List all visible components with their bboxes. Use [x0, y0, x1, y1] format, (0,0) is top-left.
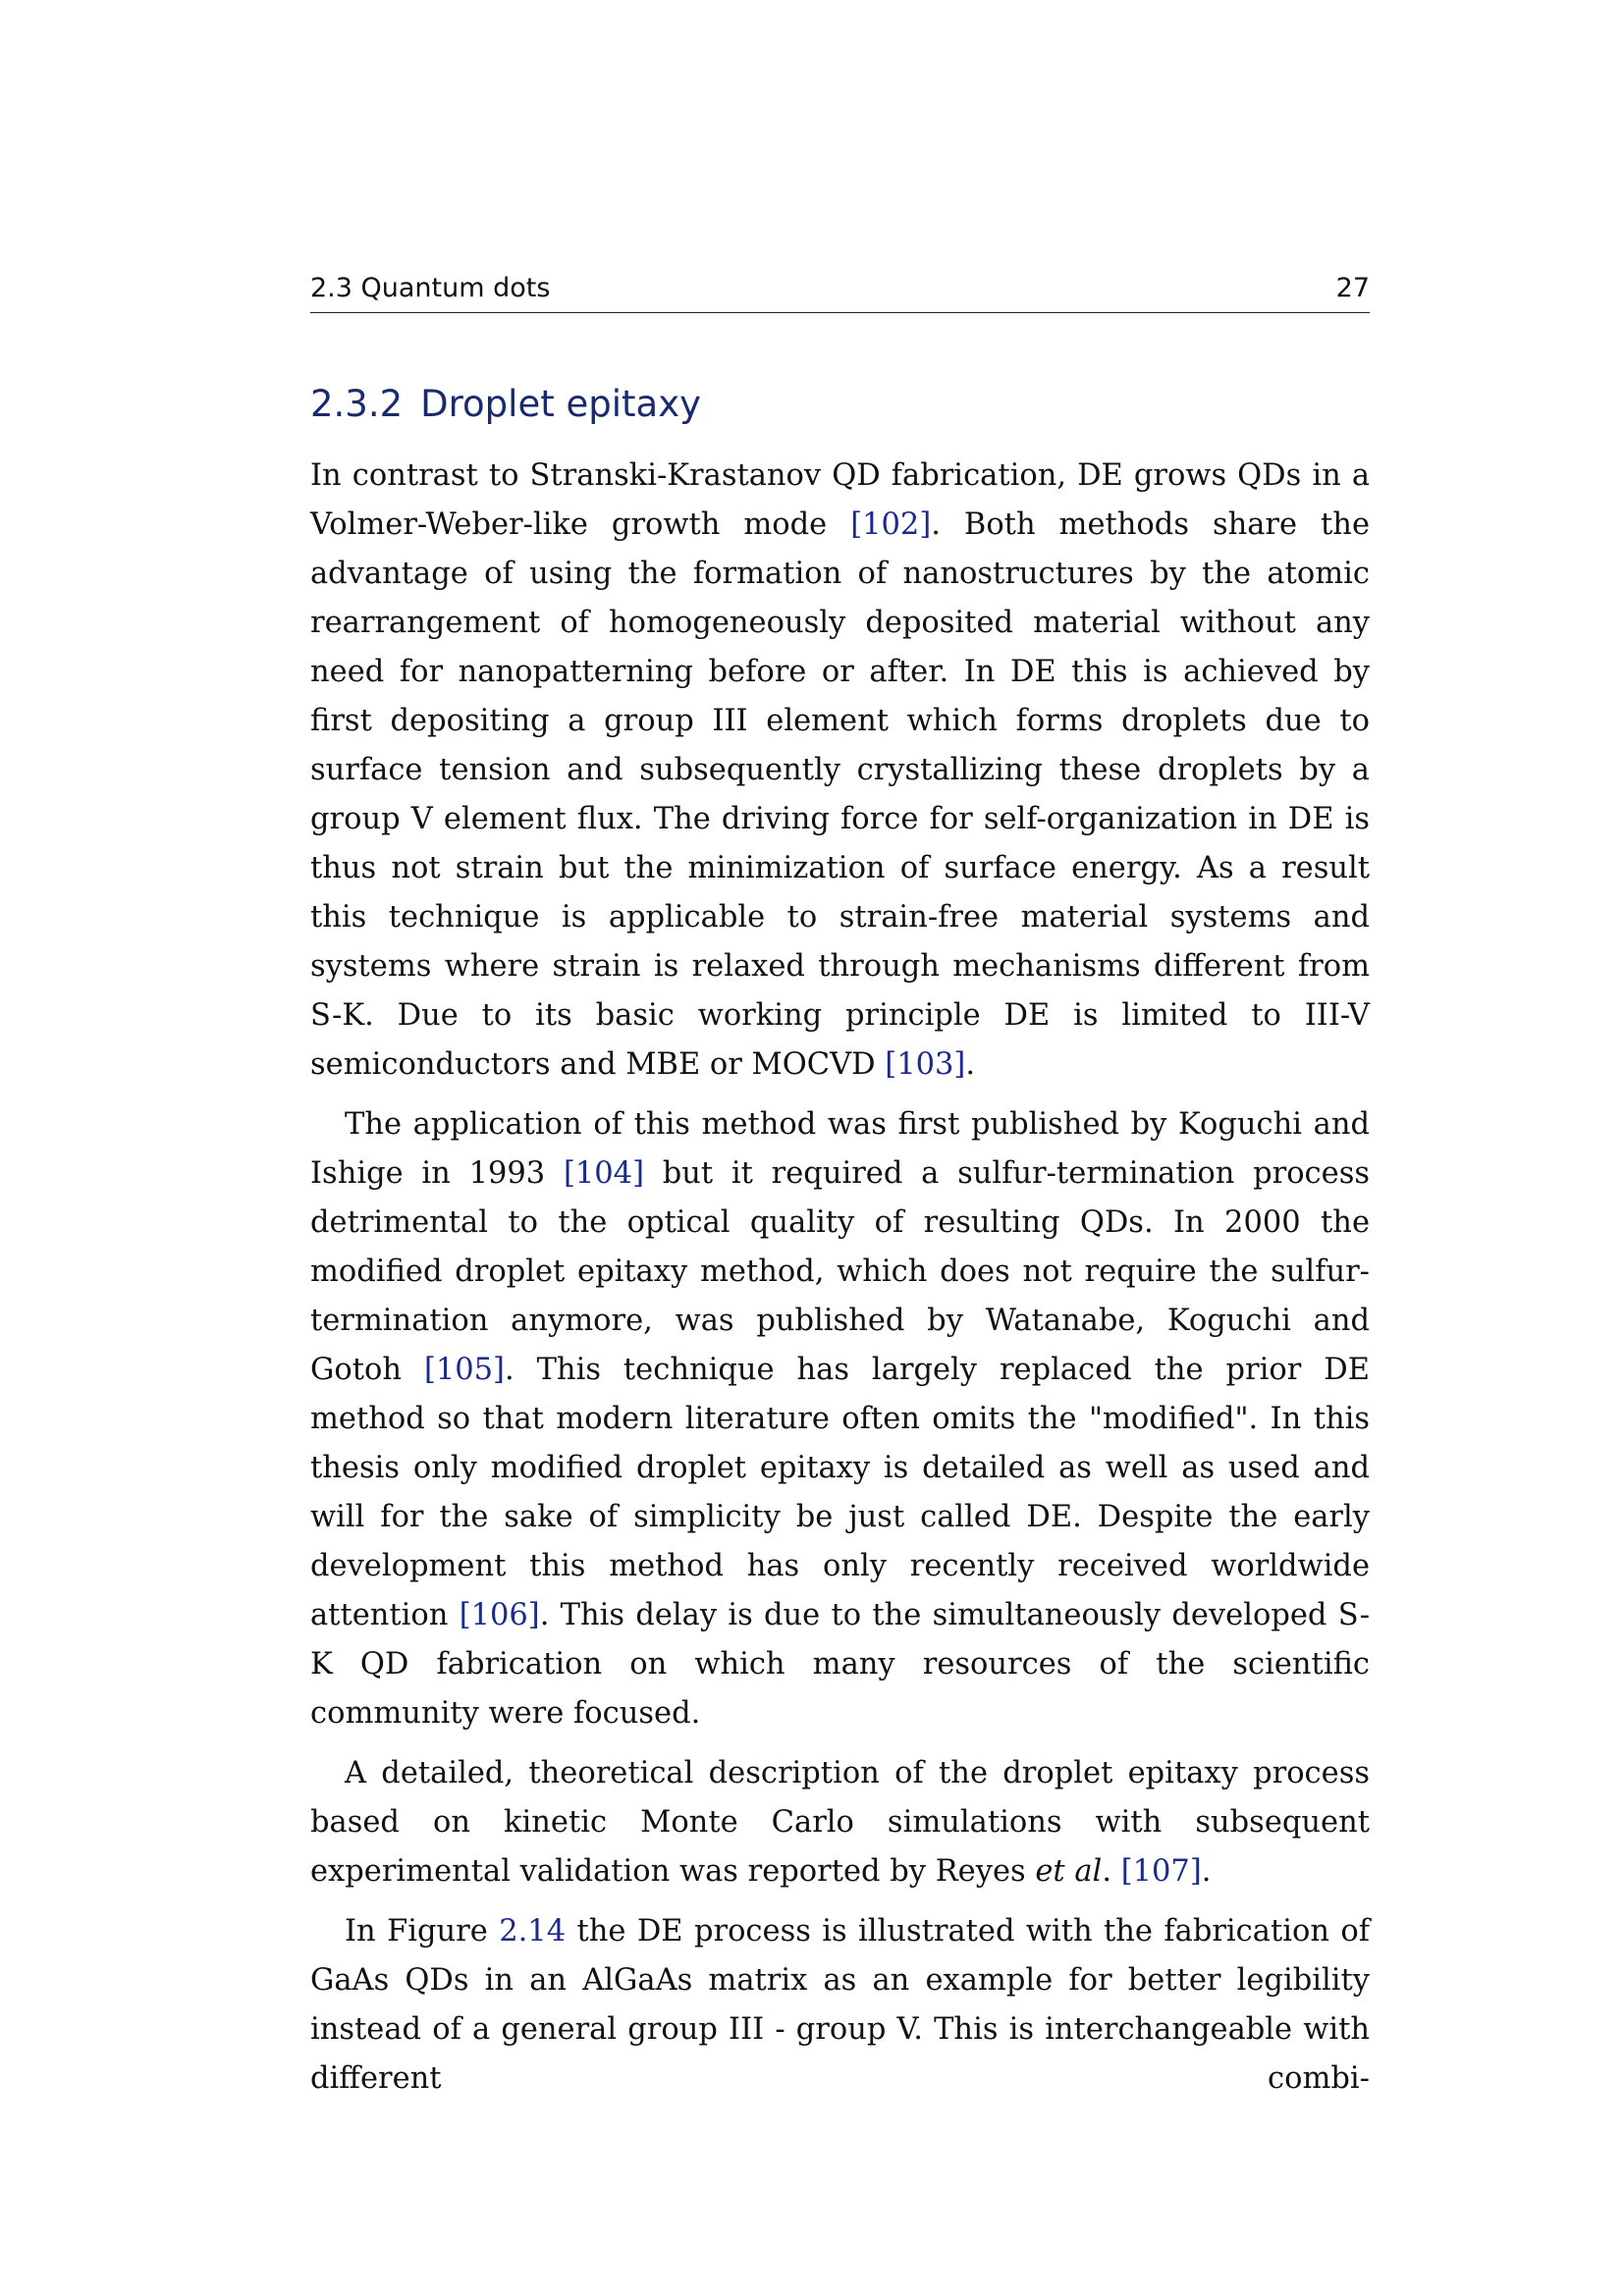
body-text	[310, 452, 1370, 2114]
page-number: 27	[1335, 273, 1370, 303]
paragraph-text: .	[1102, 1854, 1121, 1889]
paragraph-text: .	[1201, 1854, 1212, 1889]
paragraph-text: The application of this method was first published by Koguchi and Ishige in 1993	[310, 1107, 1370, 1191]
paragraph-4	[310, 1907, 1370, 2104]
running-head	[310, 271, 1370, 313]
citation-link[interactable]: [107]	[1120, 1854, 1202, 1889]
paragraph-text: A detailed, theoretical description of the droplet epitaxy process based on kinetic Monte Carlo simulations with subsequent experimental validation was reported by Reyes	[310, 1756, 1370, 1889]
paragraph-text: . This delay is due to the simultaneously developed S-K QD fabrication on which many resources of the scientific community were focused.	[310, 1598, 1371, 1731]
citation-link[interactable]: [105]	[423, 1353, 505, 1387]
citation-link[interactable]: [104]	[563, 1156, 644, 1191]
subsection-heading	[310, 383, 701, 425]
paragraph-2	[310, 1100, 1370, 1738]
paragraph-1	[310, 452, 1370, 1090]
paragraph-text: . Both methods share the advantage of using the formation of nanostructures by the atomic rearrangement of homogeneously deposited material without any need for nanopatterning before or after. In DE this is achieved by first depositing a group III element which forms droplets due to surface tension and subsequently crystallizing these droplets by a group V element flux. The driving force for self-organization in DE is thus not strain but the minimization of surface energy. As a result this technique is applicable to strain-free material systems and systems where strain is relaxed through mechanisms different from S-K. Due to its basic working principle DE is limited to III-V semiconductors and MBE or MOCVD	[310, 507, 1370, 1082]
subsection-number: 2.3.2	[310, 383, 404, 425]
citation-link[interactable]: [106]	[459, 1598, 540, 1632]
paragraph-text: In Figure	[345, 1914, 500, 1949]
paragraph-3	[310, 1749, 1370, 1896]
subsection-title: Droplet epitaxy	[420, 383, 701, 425]
paragraph-text: the DE process is illustrated with the fabrication of GaAs QDs in an AlGaAs matrix as an example for better legibility instead of a general group III - group V. This is interchangeable with different combi-	[310, 1914, 1371, 2096]
paragraph-text: In contrast to Stranski-Krastanov QD fabrication, DE grows QDs in a Volmer-Weber-like growth mode	[310, 458, 1370, 542]
paragraph-text: . This technique has largely replaced the prior DE method so that modern literature often omits the "modified". In this thesis only modified droplet epitaxy is detailed as well as used and will for the sake of simplicity be just called DE. Despite the early development this method has only recently received worldwide attention	[310, 1353, 1370, 1632]
citation-link[interactable]: [103]	[885, 1047, 966, 1082]
running-head-section: 2.3 Quantum dots	[310, 273, 551, 303]
citation-link[interactable]: [102]	[850, 507, 932, 542]
figure-reference-link[interactable]: 2.14	[499, 1914, 567, 1949]
paragraph-text: .	[965, 1047, 976, 1082]
paragraph-text: but it required a sulfur-termination process detrimental to the optical quality of resulting QDs. In 2000 the modified droplet epitaxy method, which does not require the sulfur-termination anymore, was published by Watanabe, Koguchi and Gotoh	[310, 1156, 1370, 1387]
emphasis-text: et al	[1035, 1854, 1103, 1889]
